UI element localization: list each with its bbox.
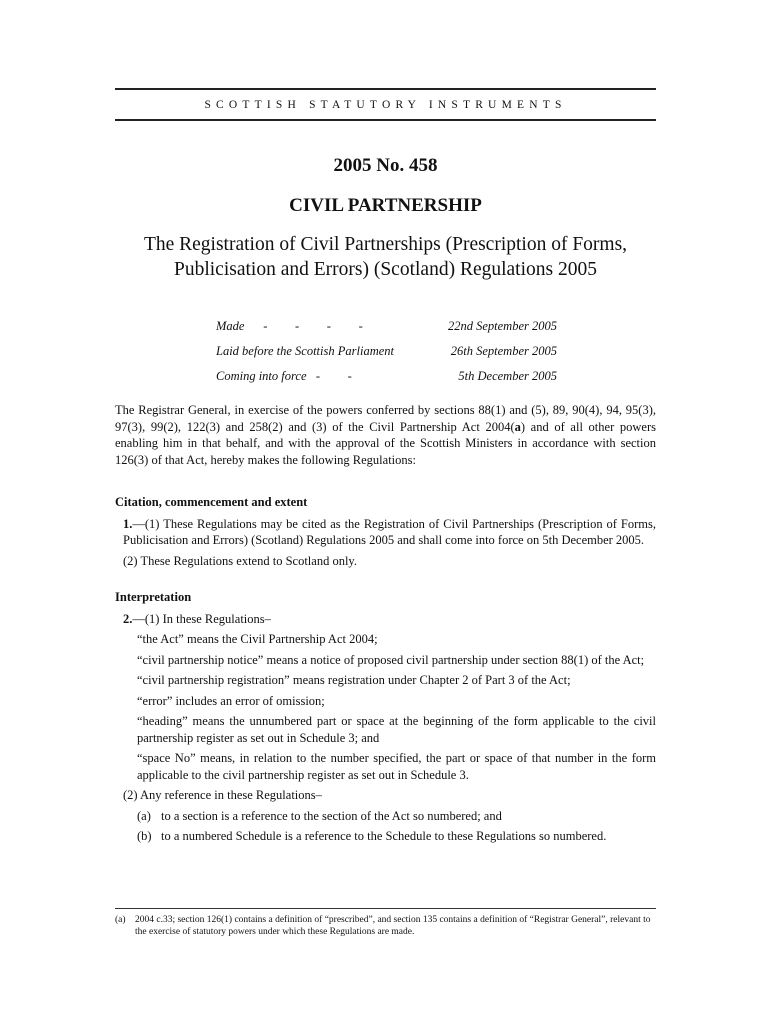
section-1-heading: Citation, commencement and extent (115, 495, 308, 509)
date-label: Laid before the Scottish Parliament (216, 344, 394, 358)
document-page (115, 0, 656, 937)
title-line-1: The Registration of Civil Partnerships (Prescription of Forms, (143, 234, 628, 255)
series-title: SCOTTISH STATUTORY INSTRUMENTS (204, 99, 567, 111)
date-value: 22nd September 2005 (447, 319, 557, 333)
para-text: —(1) In these Regulations– (132, 611, 271, 626)
footnote-label: (a) (115, 915, 126, 925)
para-text: —(1) These Regulations may be cited as the Registration of Civil Partnerships (Prescription of Forms, Publicisation and Errors) (Scotland) Regulations 2005 and shall come into force on 5th December 2005. (123, 516, 656, 547)
section-2-para-1 (115, 611, 656, 628)
definition: “heading” means the unnumbered part or space at the beginning of the form applicable to the civil partnership register as set out in Schedule 3; and (137, 714, 656, 745)
date-value: 5th December 2005 (458, 369, 557, 383)
instrument-number: 2005 No. 458 (333, 155, 438, 176)
header-bottom-rule (115, 119, 656, 121)
body-text (115, 402, 656, 845)
section-number: 1. (123, 516, 133, 531)
title-line-2: Publicisation and Errors) (Scotland) Regulations 2005 (174, 259, 597, 280)
sub-paragraph (115, 828, 656, 845)
preamble-text-after: ) and of all other powers enabling him in that behalf, and with the approval of the Scottish Ministers in accordance with section 126(3) of that Act, hereby makes the following Regulations: (115, 419, 656, 467)
footnote-ref: a (514, 419, 521, 434)
sub-text: to a numbered Schedule is a reference to the Schedule to these Regulations so numbered. (161, 829, 607, 843)
sub-label: (b) (137, 829, 152, 843)
definition: “space No” means, in relation to the number specified, the part or space of that number in the form applicable to the civil partnership register as set out in Schedule 3. (137, 751, 656, 782)
dates-table (216, 316, 557, 391)
date-label: Coming into force (216, 369, 307, 383)
date-value: 26th September 2005 (450, 344, 557, 358)
section-1-para-1 (115, 516, 656, 549)
definition: “the Act” means the Civil Partnership Act 2004; (137, 632, 378, 646)
document-title (115, 232, 656, 282)
section-2-para-2: (2) Any reference in these Regulations– (123, 788, 322, 802)
section-2-heading: Interpretation (115, 590, 192, 604)
preamble-text: The Registrar General, in exercise of the powers conferred by sections 88(1) and (5), 89, 90(4), 94, 95(3), 97(3), 99(2), 122(3) and 258(2) and (3) of the Civil Partnership Act 2004( (115, 403, 656, 434)
sub-paragraph (115, 808, 656, 825)
footnote (115, 914, 656, 938)
section-1-para-2: (2) These Regulations extend to Scotland only. (123, 553, 357, 568)
sub-text: to a section is a reference to the section of the Act so numbered; and (161, 808, 502, 823)
date-dashes: - - (315, 369, 354, 383)
subject-heading: CIVIL PARTNERSHIP (289, 195, 482, 216)
definition: “error” includes an error of omission; (137, 693, 325, 708)
date-row-force (216, 366, 557, 391)
footnote-text: 2004 c.33; section 126(1) contains a definition of “prescribed”, and section 135 contains a definition of “Registrar General”, relevant to the exercise of statutory powers under which these Regulations are made. (135, 915, 651, 937)
date-row-laid (216, 341, 557, 366)
definition: “civil partnership notice” means a notice of proposed civil partnership under section 88(1) of the Act; (137, 652, 645, 667)
date-row-made (216, 316, 557, 341)
footnote-rule (115, 908, 656, 909)
sub-label: (a) (137, 808, 151, 823)
section-number: 2. (123, 611, 133, 626)
date-label: Made (216, 319, 245, 333)
date-dashes: - - - - (263, 319, 365, 333)
footnote-area (115, 908, 656, 938)
preamble (115, 402, 656, 468)
definition: “civil partnership registration” means registration under Chapter 2 of Part 3 of the Act; (137, 673, 571, 687)
